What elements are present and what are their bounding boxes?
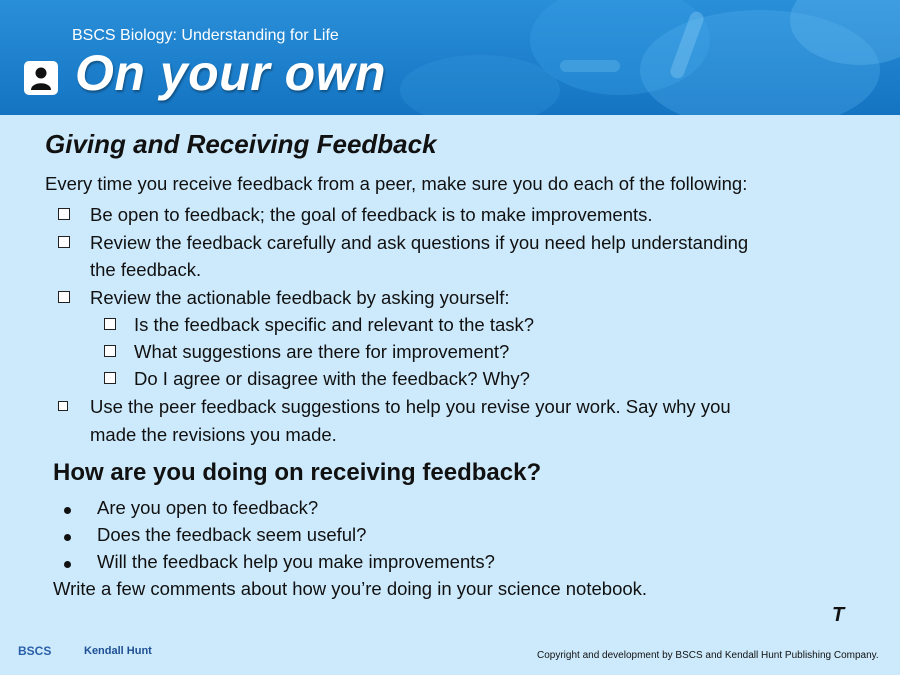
checklist-item-continued: the feedback. xyxy=(90,259,202,280)
closing-instruction: Write a few comments about how you’re doing in your science notebook. xyxy=(53,578,648,599)
kendall-hunt-logo-text: Kendall Hunt xyxy=(84,645,152,657)
checkbox-icon xyxy=(58,208,70,220)
kendall-hunt-logo xyxy=(84,645,152,657)
sub-checklist-item: Do I agree or disagree with the feedback? Why? xyxy=(134,368,530,389)
checkbox-icon xyxy=(104,345,116,357)
person-icon xyxy=(24,61,58,95)
reflection-heading: How are you doing on receiving feedback? xyxy=(53,459,542,486)
header-banner xyxy=(0,0,900,115)
teacher-marker: T xyxy=(832,604,845,626)
bullet-icon xyxy=(64,507,71,514)
bscs-logo xyxy=(18,644,51,658)
checklist-item: Use the peer feedback suggestions to help you revise your work. Say why you xyxy=(90,396,731,417)
checkbox-icon xyxy=(58,236,70,248)
checkbox-icon xyxy=(58,401,68,411)
intro-text: Every time you receive feedback from a peer, make sure you do each of the following: xyxy=(45,173,748,194)
series-title: BSCS Biology: Understanding for Life xyxy=(72,27,339,44)
copyright-text: Copyright and development by BSCS and Kendall Hunt Publishing Company. xyxy=(537,650,879,661)
checklist-item: Review the actionable feedback by asking yourself: xyxy=(90,287,510,308)
bullet-icon xyxy=(64,561,71,568)
sub-checklist-item: Is the feedback specific and relevant to the task? xyxy=(134,314,535,335)
checklist-item-continued: made the revisions you made. xyxy=(90,424,337,445)
checkbox-icon xyxy=(58,291,70,303)
checklist-item: Be open to feedback; the goal of feedback is to make improvements. xyxy=(90,204,653,225)
bullet-icon xyxy=(64,534,71,541)
reflection-bullet: Will the feedback help you make improvements? xyxy=(97,551,495,572)
checklist-item: Review the feedback carefully and ask questions if you need help understanding xyxy=(90,232,749,253)
reflection-bullet: Does the feedback seem useful? xyxy=(97,524,367,545)
sub-checklist-item: What suggestions are there for improvement? xyxy=(134,341,510,362)
section-title: Giving and Receiving Feedback xyxy=(45,129,437,159)
checkbox-icon xyxy=(104,318,116,330)
checkbox-icon xyxy=(104,372,116,384)
page-headline: On your own xyxy=(75,45,387,101)
bscs-logo-text: BSCS xyxy=(18,644,52,658)
reflection-bullet: Are you open to feedback? xyxy=(97,497,319,518)
